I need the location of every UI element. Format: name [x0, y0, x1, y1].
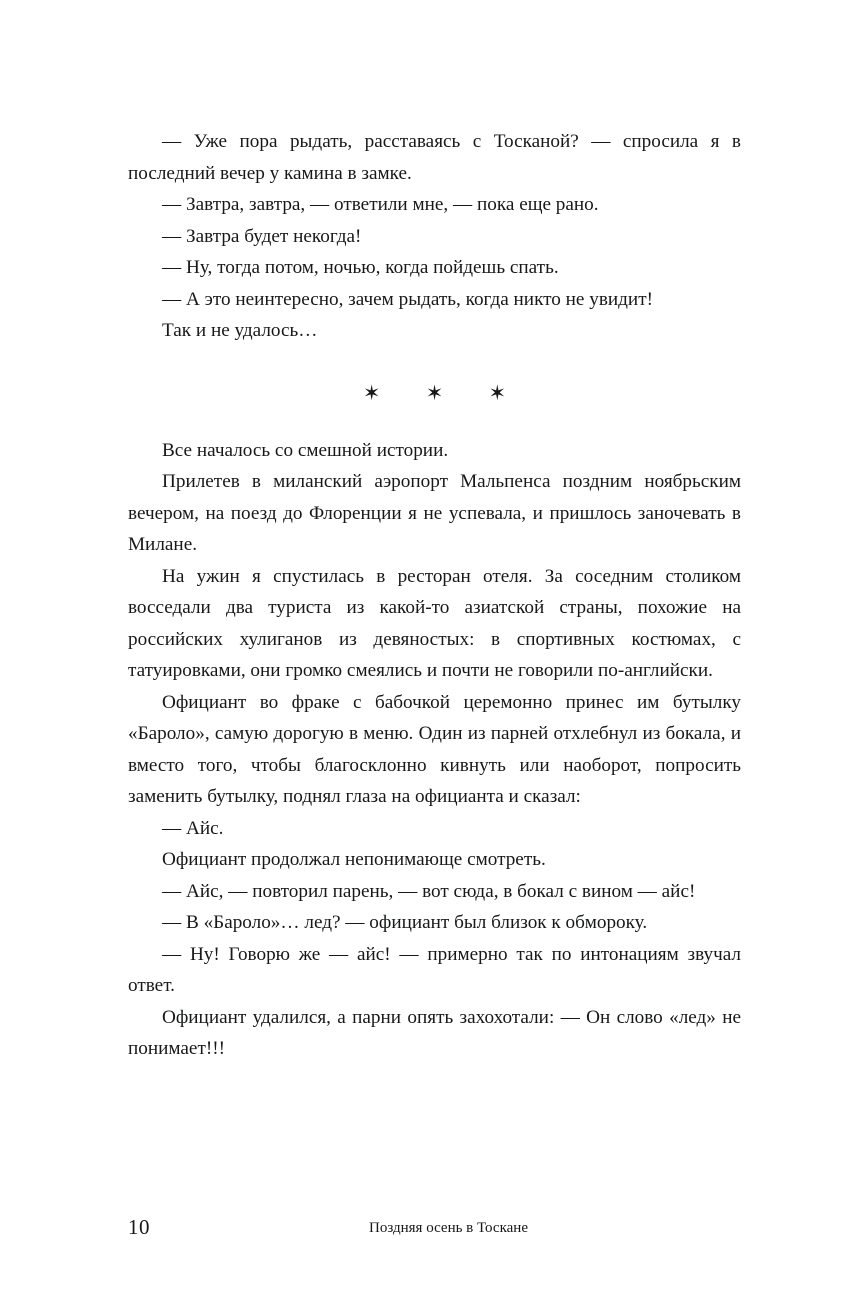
- section-divider: [128, 373, 741, 413]
- paragraph-story-3: На ужин я спустилась в ресторан отеля. За соседним столиком восседали два туриста из какой-то азиатской страны, похожие на российских хулиганов из девяностых: в спортивных костюмах, с татуировками, они громко смеялись и почти не говорили по-английски.: [128, 565, 741, 681]
- paragraph-dialogue-4: — Ну, тогда потом, ночью, когда пойдешь спать.: [162, 257, 559, 278]
- page-text-block: [128, 126, 741, 1065]
- paragraph-dialogue-7: — Айс, — повторил парень, — вот сюда, в бокал с вином — айс!: [162, 880, 696, 902]
- paragraph-dialogue-1: — Уже пора рыдать, расставаясь с Тосканой? — спросила я в последний вечер у камина в замке.: [128, 131, 741, 184]
- running-title: Поздняя осень в Тоскане: [369, 1220, 528, 1236]
- paragraph-dialogue-2: — Завтра, завтра, — ответили мне, — пока еще рано.: [162, 194, 599, 215]
- paragraph-dialogue-3: — Завтра будет некогда!: [162, 225, 362, 247]
- paragraph-story-4: Официант во фраке с бабочкой церемонно принес им бутылку «Бароло», самую дорогую в меню. Один из парней отхлебнул из бокала, и вместо того, чтобы благосклонно кивнуть или наоборот, попросить заменить бутылку, поднял глаза на официанта и сказал:: [128, 691, 741, 807]
- paragraph-dialogue-6: — Айс.: [162, 817, 224, 839]
- paragraph-story-2: Прилетев в миланский аэропорт Мальпенса поздним ноябрьским вечером, на поезд до Флоренции я не успевала, и пришлось заночевать в Милане.: [128, 471, 741, 555]
- paragraph-dialogue-5: — А это неинтересно, зачем рыдать, когда никто не увидит!: [162, 288, 653, 310]
- page-number: 10: [128, 1215, 150, 1239]
- paragraph-closing-line: Так и не удалось…: [162, 320, 318, 341]
- paragraph-dialogue-9: — Ну! Говорю же — айс! — примерно так по интонациям звучал ответ.: [128, 943, 741, 996]
- paragraph-story-1: Все началось со смешной истории.: [162, 439, 449, 461]
- paragraph-dialogue-8: — В «Бароло»… лед? — официант был близок к обмороку.: [162, 912, 648, 933]
- asterism-icon: ✶ ✶ ✶: [362, 380, 527, 405]
- paragraph-story-6: Официант удалился, а парни опять захохотали: — Он слово «лед» не понимает!!!: [128, 1006, 741, 1059]
- paragraph-story-5: Официант продолжал непонимающе смотреть.: [162, 849, 546, 870]
- page-footer: [128, 1214, 741, 1240]
